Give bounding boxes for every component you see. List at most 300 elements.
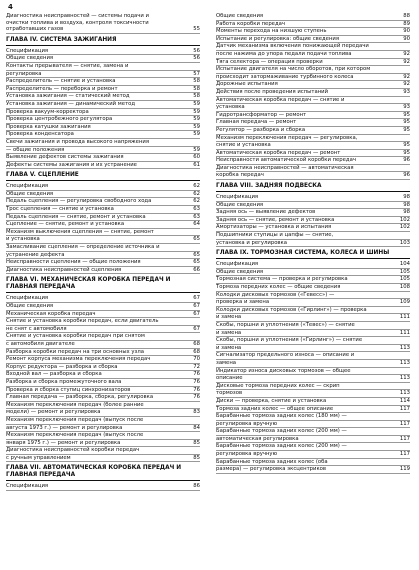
toc-entry-title: Моменты перехода на низшую ступень — [216, 28, 327, 35]
toc-entry — [6, 341, 200, 349]
toc-entry — [6, 252, 200, 260]
toc-entry — [6, 440, 200, 448]
toc-entry — [6, 349, 200, 357]
toc-entry-title: Тормозная система — проверка и регулировка — [216, 276, 348, 283]
toc-entry-page: 93 — [403, 104, 410, 111]
toc-entry-page — [189, 402, 200, 409]
toc-entry-page — [399, 352, 410, 359]
toc-entry-title: описание — [216, 375, 243, 382]
toc-entry — [216, 43, 410, 51]
toc-entry-title: Общие сведения — [6, 55, 54, 62]
toc-entry — [216, 436, 410, 444]
toc-entry-page: 90 — [403, 35, 410, 42]
toc-entry-page: 93 — [403, 88, 410, 95]
toc-entry-title: Разборка и сборка промежуточного вала — [6, 378, 122, 385]
toc-entry-title: Дорожные испытания — [216, 81, 278, 88]
toc-entry-page — [399, 383, 410, 390]
toc-entry — [6, 364, 200, 372]
toc-entry-title: происходит затормаживание турбинного колеса — [216, 73, 354, 80]
toc-entry-title: Диски — проверка, снятие и установка — [216, 397, 327, 404]
toc-entry — [216, 337, 410, 345]
toc-entry-page: 88 — [403, 13, 410, 19]
toc-entry — [6, 147, 200, 155]
toc-entry — [6, 483, 200, 491]
toc-entry-page — [189, 447, 200, 454]
toc-entry-page: 66 — [193, 266, 200, 273]
toc-entry-title: Механизм переключения передач (более ранние — [6, 401, 144, 408]
toc-entry-title: Барабанные тормоза задних колес (оба — [216, 458, 328, 465]
toc-entry-title: Диагностика неисправностей коробки передач — [6, 447, 140, 454]
toc-entry-title: Барабанные тормоза задних колес (200 мм) — — [216, 428, 347, 435]
toc-entry — [6, 417, 200, 425]
toc-entry-title: Сцепление — снятие, ремонт и установка — [6, 221, 125, 228]
toc-entry — [216, 89, 410, 97]
toc-entry — [6, 356, 200, 364]
toc-entry-page: 85 — [193, 439, 200, 446]
toc-entry-page: 57 — [193, 70, 200, 77]
toc-entry-title: Проверка конденсатора — [6, 131, 74, 138]
toc-entry-title: не снят с автомобиля — [6, 325, 67, 332]
toc-entry-page: 113 — [399, 390, 410, 397]
toc-entry-page: 76 — [193, 371, 200, 378]
toc-entry-title: Проверка катушки зажигания — [6, 123, 91, 130]
toc-entry-page: 95 — [403, 111, 410, 118]
toc-entry-page: 96 — [403, 157, 410, 164]
toc-entry-title: Диагностика неисправностей сцепления — [6, 266, 122, 273]
toc-entry-title: Механизм переключения передач (выпуск после — [6, 432, 144, 439]
toc-entry — [216, 28, 410, 36]
toc-entry-title: Работа коробки передач — [216, 20, 285, 27]
toc-entry — [216, 466, 410, 474]
toc-entry-title: Проверка и сборка ступиц синхронизаторов — [6, 386, 131, 393]
toc-entry-title: регулировка вручную — [216, 451, 278, 458]
toc-entry — [216, 443, 410, 451]
toc-entry — [216, 224, 410, 232]
toc-column-left — [6, 13, 200, 491]
toc-entry-page — [399, 322, 410, 329]
toc-entry-page: 113 — [399, 375, 410, 382]
toc-entry-title: и установка — [6, 236, 40, 243]
chapter-heading: ГЛАВА VI. МЕХАНИЧЕСКАЯ КОРОБКА ПЕРЕДАЧ И ГЛАВНАЯ ПЕРЕДАЧА — [6, 277, 200, 293]
toc-entry-page: 92 — [403, 73, 410, 80]
toc-entry-title: Действия после проведения испытаний — [216, 88, 329, 95]
toc-entry-title: регулировка вручную — [216, 420, 278, 427]
toc-entry-title: Тормоза задних колес — общее описание — [216, 405, 334, 412]
toc-entry-title: и замена — [216, 329, 242, 336]
toc-entry-page — [399, 413, 410, 420]
toc-entry-page: 84 — [193, 424, 200, 431]
toc-entry-page: 60 — [193, 154, 200, 161]
toc-entry-page: 105 — [399, 276, 410, 283]
toc-entry — [6, 162, 200, 170]
toc-entry — [216, 413, 410, 421]
toc-text-line: очистки топлива и воздуха, контроля токсичности — [6, 19, 149, 26]
toc-entry-title: Механическая коробка передач — [6, 310, 96, 317]
toc-entry-title: Барабанные тормоза задних колес (200 мм) — — [216, 443, 347, 450]
toc-entry — [216, 74, 410, 82]
toc-entry-page — [189, 229, 200, 236]
toc-entry-title: Педаль сцепления — снятие, ремонт и установка — [6, 213, 146, 220]
toc-entry-page — [399, 307, 410, 314]
toc-entry-title: Колодки дисковых тормозов («Гевесс») — — [216, 291, 335, 298]
toc-entry — [216, 97, 410, 105]
toc-entry-title: Выявление дефектов системы зажигания — [6, 154, 124, 161]
toc-entry-title: Общие сведения — [6, 303, 54, 309]
toc-entry-page: 98 — [403, 194, 410, 201]
toc-entry-page: 96 — [403, 172, 410, 179]
toc-entry-title: Установка зажигания — динамический метод — [6, 100, 136, 107]
toc-entry-title: Контакты прерывателя — снятие, замена и — [6, 62, 129, 69]
toc-entry-page: 113 — [399, 359, 410, 366]
toc-entry-page — [189, 333, 200, 340]
toc-entry — [6, 432, 200, 440]
toc-entry — [216, 360, 410, 368]
toc-entry-title: Датчик механизма включения понижающей передачи — [216, 43, 369, 50]
toc-entry — [6, 303, 200, 311]
toc-entry — [216, 59, 410, 67]
toc-entry-title: проверка и замена — [216, 299, 270, 306]
toc-entry-title: Диагностика неисправностей — автоматическая — [216, 164, 354, 171]
toc-entry — [216, 150, 410, 158]
toc-entry-page — [399, 97, 410, 104]
toc-entry-page: 72 — [193, 363, 200, 370]
toc-entry — [216, 314, 410, 322]
toc-entry — [216, 398, 410, 406]
toc-entry — [216, 459, 410, 467]
toc-entry-page: 95 — [403, 149, 410, 156]
toc-entry — [216, 202, 410, 210]
toc-entry-title: Проверка вакуум-корректора — [6, 108, 89, 115]
toc-entry — [6, 394, 200, 402]
toc-entry-page: 104 — [399, 261, 410, 268]
toc-entry — [6, 259, 200, 267]
toc-entry-page: 65 — [193, 251, 200, 258]
toc-entry — [6, 236, 200, 244]
toc-entry-page: 95 — [403, 142, 410, 149]
toc-entry — [6, 318, 200, 326]
toc-entry-page: 95 — [403, 126, 410, 133]
toc-entry-title: Амортизаторы — установка и испытания — [216, 224, 332, 231]
toc-entry-title: устранение дефекта — [6, 251, 65, 258]
toc-entry — [6, 206, 200, 214]
toc-entry-title: и замена — [216, 314, 242, 321]
toc-entry-page: 117 — [399, 420, 410, 427]
toc-entry-page — [189, 244, 200, 251]
toc-entry-title: Механизм переключения передач — регулировка, — [216, 134, 358, 141]
toc-entry-page: 117 — [399, 435, 410, 442]
toc-entry — [6, 55, 200, 63]
toc-entry-page: 56 — [193, 55, 200, 62]
toc-entry-page: 98 — [403, 201, 410, 208]
toc-entry-title: модели) — ремонт и регулировка — [6, 409, 101, 416]
toc-entry-title: Испытание и регулировка: общие сведения — [216, 35, 340, 42]
toc-entry — [216, 232, 410, 240]
toc-entry-page — [189, 139, 200, 146]
toc-entry — [6, 26, 200, 34]
toc-entry-page: 98 — [403, 209, 410, 216]
toc-entry-page: 67 — [193, 303, 200, 309]
toc-entry-title: Спецификация — [6, 47, 49, 54]
toc-entry — [6, 267, 200, 275]
toc-entry-page: 58 — [193, 93, 200, 100]
chapter-heading: ГЛАВА IX. ТОРМОЗНАЯ СИСТЕМА, КОЛЕСА И ШИНЫ — [216, 250, 410, 259]
toc-entry-title: установка — [216, 104, 245, 111]
toc-entry-title: Подшипники ступицы и цапфы — снятие, — [216, 232, 334, 239]
toc-entry — [216, 157, 410, 165]
toc-entry — [216, 406, 410, 414]
toc-entry-page: 117 — [399, 451, 410, 458]
toc-entry — [216, 368, 410, 376]
toc-entry-title: Спецификация — [6, 295, 49, 302]
toc-entry-page — [399, 135, 410, 142]
toc-entry-page: 90 — [403, 28, 410, 35]
toc-entry — [6, 455, 200, 463]
toc-entry-page: 67 — [193, 310, 200, 317]
toc-entry — [216, 284, 410, 292]
toc-entry — [6, 48, 200, 56]
toc-entry-title: установка и регулировка — [216, 239, 287, 246]
toc-entry-title: и замена — [216, 344, 242, 351]
toc-entry-title: Общие сведения — [6, 190, 54, 197]
toc-entry — [6, 214, 200, 222]
toc-entry-page — [399, 428, 410, 435]
toc-entry-page: 68 — [193, 348, 200, 355]
toc-entry-title: Свечи зажигания и провода высокого напряжения — [6, 138, 150, 145]
toc-entry — [216, 330, 410, 338]
toc-entry-page: 102 — [399, 216, 410, 223]
toc-entry-page: 89 — [403, 20, 410, 27]
toc-entry-title: Колодки дисковых тормозов («Гирлинг») — проверка — [216, 306, 367, 313]
toc-entry-page — [399, 165, 410, 172]
toc-entry — [216, 299, 410, 307]
toc-entry — [6, 71, 200, 79]
toc-entry-page: 76 — [193, 378, 200, 385]
toc-entry-title: тормозов — [216, 390, 243, 397]
toc-entry-page: 85 — [193, 454, 200, 461]
toc-entry-page: 113 — [399, 344, 410, 351]
toc-entry — [6, 326, 200, 334]
toc-entry-title: Замасливание сцепления — определение источника и — [6, 244, 160, 251]
toc-entry-title: замена — [216, 359, 237, 366]
toc-entry — [6, 387, 200, 395]
toc-entry — [216, 142, 410, 150]
toc-entry — [216, 322, 410, 330]
toc-entry-title: Корпус редуктора — разборка и сборка — [6, 363, 118, 370]
toc-entry-page — [399, 368, 410, 375]
toc-entry — [6, 402, 200, 410]
toc-entry-title: Главная передача — разборка, сборка, регулировка — [6, 394, 154, 401]
toc-entry — [216, 194, 410, 202]
toc-entry — [216, 428, 410, 436]
chapter-heading: ГЛАВА VIII. ЗАДНЯЯ ПОДВЕСКА — [216, 183, 410, 192]
toc-entry — [216, 172, 410, 180]
toc-entry-title: Сигнализатор предельного износа — описание и — [216, 352, 355, 359]
toc-entry — [6, 409, 200, 417]
toc-entry-page: 65 — [193, 259, 200, 266]
toc-entry — [6, 183, 200, 191]
toc-entry-title: Барабанные тормоза задних колес (180 мм) — — [216, 413, 347, 420]
toc-entry — [216, 13, 410, 21]
toc-entry — [6, 154, 200, 162]
toc-entry — [216, 383, 410, 391]
toc-entry-title: Механизм переключения передач (выпуск после — [6, 416, 144, 423]
toc-entry — [216, 307, 410, 315]
toc-entry-title: отработавших газов — [6, 26, 64, 33]
toc-entry-title: регулировка — [6, 70, 42, 77]
toc-entry — [6, 63, 200, 71]
toc-entry-page — [399, 43, 410, 50]
toc-entry-page — [399, 337, 410, 344]
toc-entry-title: Трос сцепления — снятие и установка — [6, 206, 114, 213]
toc-entry-page — [399, 232, 410, 239]
toc-entry-title: Общие сведения — [216, 201, 264, 208]
toc-entry-page: 64 — [193, 221, 200, 228]
toc-entry-page: 108 — [399, 284, 410, 290]
toc-entry — [216, 112, 410, 120]
toc-entry-title: снятие и установка — [216, 142, 271, 149]
chapter-heading: ГЛАВА V. СЦЕПЛЕНИЕ — [6, 172, 200, 181]
toc-entry — [6, 124, 200, 132]
toc-entry — [6, 109, 200, 117]
toc-entry-title: Механизм выключения сцепления — снятие, ремонт — [6, 228, 154, 235]
chapter-heading: ГЛАВА IV. СИСТЕМА ЗАЖИГАНИЯ — [6, 37, 200, 46]
toc-entry-page — [189, 63, 200, 70]
toc-entry-page — [189, 417, 200, 424]
toc-entry-title: Тяга селектора — операция проверки — [216, 58, 323, 65]
toc-entry — [6, 379, 200, 387]
toc-entry — [216, 345, 410, 353]
toc-entry-page: 92 — [403, 50, 410, 57]
toc-entry-title: Главная передача — ремонт — [216, 119, 297, 126]
toc-entry — [216, 81, 410, 89]
toc-entry-page: 62 — [193, 183, 200, 190]
toc-entry-title: Спецификация — [216, 194, 259, 201]
toc-entry — [6, 86, 200, 94]
toc-entry-page: 55 — [193, 26, 200, 33]
toc-entry-title: Педаль сцепления — регулировка свободного хода — [6, 198, 152, 205]
toc-entry-page: 59 — [193, 116, 200, 123]
toc-entry-page: 58 — [193, 78, 200, 85]
toc-entry — [216, 276, 410, 284]
toc-entry — [216, 66, 410, 74]
toc-entry-page: 76 — [193, 386, 200, 393]
toc-entry — [6, 333, 200, 341]
toc-entry-page: 111 — [399, 314, 410, 321]
toc-entry-title: января 1975 г.) — ремонт и регулировка — [6, 439, 121, 446]
toc-entry-page: 76 — [193, 394, 200, 401]
toc-entry-page — [399, 66, 410, 73]
toc-entry-page: 68 — [193, 340, 200, 347]
toc-entry — [216, 209, 410, 217]
toc-entry-page: 63 — [193, 213, 200, 220]
toc-entry — [6, 221, 200, 229]
toc-entry-page: 92 — [403, 58, 410, 65]
toc-entry-page: 59 — [193, 108, 200, 115]
toc-entry — [216, 240, 410, 248]
toc-entry-title: Распределитель — снятие и установка — [6, 78, 116, 85]
toc-text-line: Диагностика неисправностей — системы подачи и — [6, 13, 150, 19]
toc-entry-title: Разборка коробки передач на три основных узла — [6, 348, 144, 355]
toc-entry-title: Дисковые тормоза передних колес — скрип — [216, 382, 340, 389]
toc-entry-page: 59 — [193, 100, 200, 107]
toc-entry-page: 117 — [399, 405, 410, 412]
toc-entry — [216, 352, 410, 360]
toc-column-right — [216, 13, 410, 474]
toc-entry-title: после нажима до упора педали подачи топлива — [216, 50, 352, 57]
toc-entry — [6, 198, 200, 206]
toc-entry-title: размера) — регулировка эксцентриков — [216, 466, 327, 473]
toc-entry-title: Задняя ось — снятие, ремонт и установка — [216, 216, 335, 223]
toc-entry — [216, 390, 410, 398]
toc-entry — [216, 261, 410, 269]
toc-entry-title: Неисправности сцепления — общие положения — [6, 259, 141, 266]
toc-entry-page: 65 — [193, 236, 200, 243]
toc-entry-page: 92 — [403, 81, 410, 88]
toc-entry — [216, 104, 410, 112]
toc-entry-page: 102 — [399, 224, 410, 231]
toc-entry-title: Задняя ось — выявление дефектов — [216, 209, 316, 216]
toc-entry-title: Скобы, поршни и уплотнения («Тевес») — снятие — [216, 321, 355, 328]
toc-entry-page: 109 — [399, 299, 410, 306]
toc-entry-page: 114 — [399, 397, 410, 404]
toc-entry-page: 59 — [193, 131, 200, 138]
toc-entry-page: 67 — [193, 325, 200, 332]
toc-entry — [6, 191, 200, 199]
toc-entry — [216, 51, 410, 59]
toc-entry-title: Скобы, поршни и уплотнения («Гирлинг») — снятие — [216, 337, 363, 344]
toc-entry — [6, 295, 200, 303]
chapter-heading: ГЛАВА VII. АВТОМАТИЧЕСКАЯ КОРОБКА ПЕРЕДАЧ И ГЛАВНАЯ ПЕРЕДАЧА — [6, 465, 200, 481]
toc-entry-page — [399, 459, 410, 466]
toc-entry-title: Автоматическая коробка передач — снятие и — [216, 96, 345, 103]
toc-entry-title: Установка зажигания — статический метод — [6, 93, 130, 100]
toc-entry-page: 63 — [193, 206, 200, 213]
toc-entry-title: Общие сведения — [216, 268, 264, 275]
toc-entry-title: Дефекты системы зажигания и их устранение — [6, 161, 137, 168]
toc-entry-title: Входной вал — разборка и сборка — [6, 371, 102, 378]
toc-entry — [216, 375, 410, 383]
toc-entry-title: Автоматическая коробка передач — ремонт — [216, 149, 341, 156]
toc-entry-page: 62 — [193, 198, 200, 205]
toc-entry — [216, 21, 410, 29]
toc-entry — [216, 269, 410, 277]
page-number: 4 — [8, 3, 13, 11]
toc-entry — [6, 425, 200, 433]
toc-entry — [6, 311, 200, 319]
toc-entry-title: Испытание двигателя на число оборотов, при котором — [216, 66, 371, 73]
toc-entry-page — [399, 292, 410, 299]
toc-entry-page: 67 — [193, 295, 200, 302]
toc-entry — [216, 36, 410, 44]
toc-entry — [216, 135, 410, 143]
toc-entry-page: 62 — [193, 190, 200, 197]
toc-entry — [6, 131, 200, 139]
toc-entry — [216, 165, 410, 173]
toc-entry-title: Индикатор износа дисковых тормозов — общее — [216, 367, 351, 374]
toc-entry — [6, 101, 200, 109]
toc-entry — [216, 292, 410, 300]
toc-entry-page — [189, 318, 200, 325]
toc-entry-title: автоматическая регулировка — [216, 435, 299, 442]
toc-entry-page — [399, 443, 410, 450]
toc-entry-title: Снятие и установка коробки передач при снятом — [6, 333, 145, 340]
toc-entry-page: 59 — [193, 123, 200, 130]
toc-entry-page: 105 — [399, 268, 410, 275]
toc-entry-title: Гидротрансформатор — ремонт — [216, 111, 307, 118]
toc-entry — [6, 371, 200, 379]
toc-entry — [6, 447, 200, 455]
toc-entry-title: Общие сведения — [216, 13, 264, 19]
